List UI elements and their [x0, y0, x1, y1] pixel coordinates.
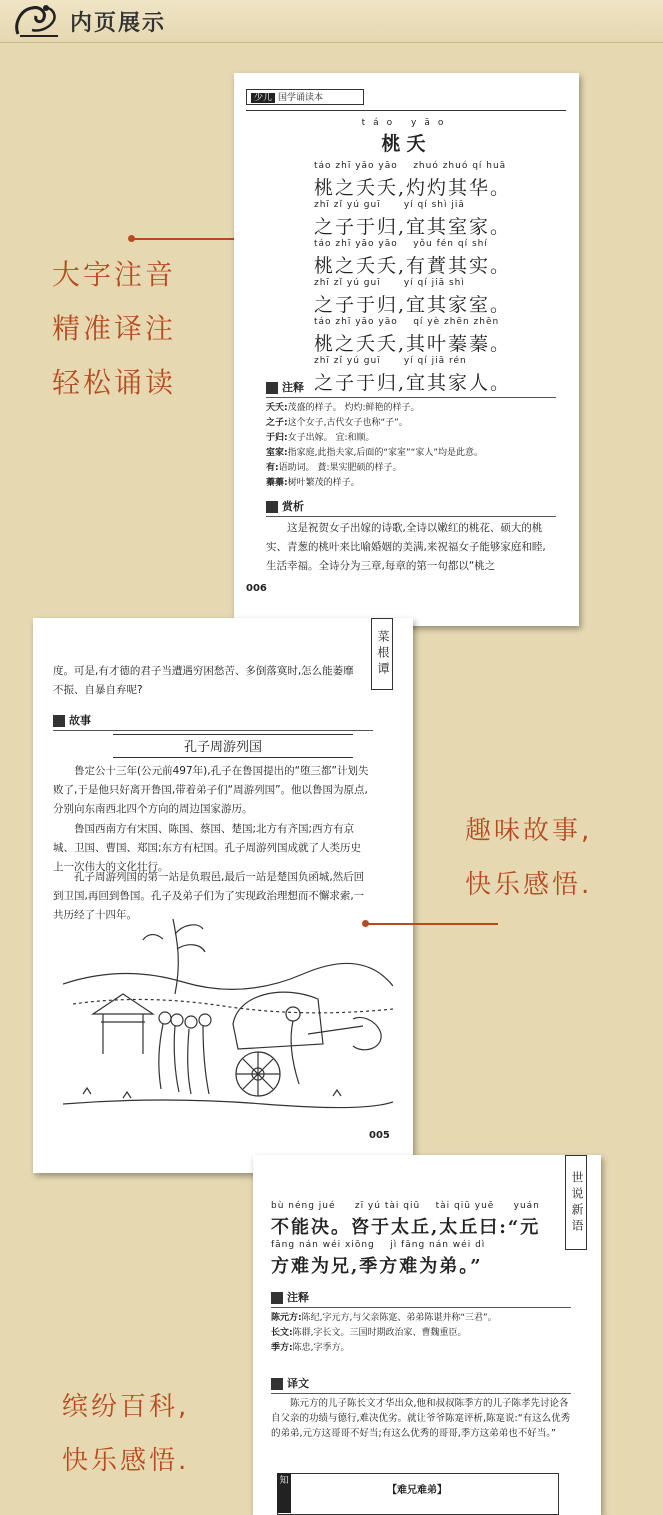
note-term: 室家:	[266, 448, 288, 458]
note-def: 语助词。 蕡:果实肥硕的样子。	[278, 463, 402, 473]
note-item	[271, 1311, 576, 1326]
note-item	[266, 476, 566, 491]
poem-text: 桃之夭夭,其叶蓁蓁。	[314, 333, 512, 355]
poem-text: 桃之夭夭,灼灼其华。	[314, 177, 512, 199]
tagline-2-line-2: 快乐感悟.	[465, 870, 593, 900]
note-term: 陈元方:	[271, 1313, 302, 1323]
poem-pinyin: zhī zǐ yú guī yí qí shì jiā	[314, 200, 465, 210]
poem-line	[314, 239, 554, 276]
note-item	[266, 416, 566, 431]
page-number: 005	[369, 1130, 390, 1141]
book-page-2	[33, 618, 413, 1173]
book-tab: 世说新语	[565, 1155, 587, 1250]
story-rule	[53, 730, 373, 731]
header-bar	[0, 0, 663, 43]
appreciation-icon	[266, 501, 278, 513]
translation-heading-label: 译文	[287, 1377, 309, 1390]
text-hanzi: 不能决。咨于太丘,太丘曰:“元	[271, 1217, 541, 1238]
series-logo-prefix: 少儿	[251, 93, 275, 103]
knowledge-box-title: 【难兄难弟】	[387, 1485, 447, 1496]
note-item	[266, 446, 566, 461]
story-title: 孔子周游列国	[183, 740, 262, 755]
note-def: 树叶繁茂的样子。	[287, 478, 360, 488]
appreciation-rule	[266, 516, 556, 517]
note-term: 有:	[266, 463, 279, 473]
translation-rule	[271, 1393, 571, 1394]
note-term: 之子:	[266, 418, 288, 428]
poem-pinyin: táo zhī yāo yāo qí yè zhēn zhēn	[314, 317, 500, 327]
notes-heading-label: 注释	[282, 381, 304, 394]
note-def: 陈忠,字季方。	[292, 1343, 350, 1353]
pinyin-text-block	[271, 1201, 571, 1277]
translation-heading	[271, 1375, 309, 1391]
note-def: 这个女子,古代女子也称“子”。	[287, 418, 408, 428]
note-item	[271, 1341, 576, 1356]
tagline-3-line-1: 缤纷百科,	[62, 1392, 190, 1422]
note-def: 指家庭,此指夫家,后面的“家室”“家人”均是此意。	[287, 448, 483, 458]
note-def: 茂盛的样子。 灼灼:鲜艳的样子。	[287, 403, 420, 413]
note-item	[271, 1326, 576, 1341]
poem-pinyin: zhī zǐ yú guī yí qí jiā rén	[314, 356, 467, 366]
poem-title-pinyin: táo yāo	[361, 118, 452, 128]
page-number: 006	[246, 583, 267, 594]
note-item	[266, 461, 566, 476]
tagline-group-1	[52, 248, 176, 410]
notes-heading	[271, 1289, 309, 1305]
knowledge-side-label: 知	[277, 1473, 291, 1513]
poem-pinyin: zhī zǐ yú guī yí qí jiā shì	[314, 278, 465, 288]
poem-line	[314, 356, 554, 393]
poem-line	[314, 317, 554, 354]
poem	[314, 161, 554, 395]
confucius-travel-illustration	[63, 914, 393, 1114]
book-tab: 菜根谭	[371, 618, 393, 690]
note-term: 蓁蓁:	[266, 478, 288, 488]
note-def: 女子出嫁。 宜:和顺。	[287, 433, 375, 443]
translation-text: 陈元方的儿子陈长文才华出众,他和叔叔陈季方的儿子陈孝先讨论各自父亲的功绩与德行,难决优劣。就让爷爷陈寔评析,陈寔说:“有这么优秀的弟弟,元方这哥哥不好当;有这么优秀的哥哥,季方这弟弟也不好当。”	[271, 1398, 571, 1439]
notes-list	[266, 401, 566, 491]
text-hanzi: 方难为兄,季方难为弟。”	[271, 1256, 483, 1277]
poem-pinyin: táo zhī yāo yāo yǒu fén qí shí	[314, 239, 488, 249]
note-term: 季方:	[271, 1343, 293, 1353]
phoenix-logo-icon	[10, 0, 64, 40]
appreciation-heading-label: 赏析	[282, 500, 304, 513]
notes-icon	[266, 382, 278, 394]
notes-rule	[271, 1307, 571, 1308]
story-paragraph: 孔子周游列国的第一站是负瑕邑,最后一站是楚国负函城,然后回到卫国,再回到鲁国。孔子及弟子们为了实现政治理想而不懈求索,一共历经了十四年。	[53, 871, 365, 921]
tagline-1-line-1: 大字注音	[52, 258, 177, 291]
note-term: 长文:	[271, 1328, 293, 1338]
story-paragraph: 鲁国西南方有宋国、陈国、蔡国、楚国;北方有齐国;西方有京城、卫国、曹国、郑国;东方有杞国。孔子周游列国成就了人类历史上一次伟大的文化壮行。	[53, 823, 362, 873]
tagline-group-3	[62, 1380, 189, 1488]
series-logo	[246, 89, 364, 105]
intro-text: 度。可是,有才德的君子当遭遇穷困愁苦、多倒落寞时,怎么能萎靡不振、自暴自弃呢?	[53, 665, 354, 696]
note-def: 陈纪,字元方,与父亲陈寔、弟弟陈谌并称“三君”。	[301, 1313, 497, 1323]
note-term: 夭夭:	[266, 403, 288, 413]
tagline-1-line-2: 精准译注	[52, 312, 177, 345]
story-icon	[53, 715, 65, 727]
poem-text: 之子于归,宜其家室。	[314, 294, 512, 316]
notes-rule	[266, 397, 556, 398]
connector-dot-1	[128, 235, 135, 242]
note-def: 陈群,字长文。三国时期政治家、曹魏重臣。	[292, 1328, 467, 1338]
notes-heading-label: 注释	[287, 1291, 309, 1304]
series-logo-text: 国学诵读本	[278, 93, 324, 103]
story-heading-label: 故事	[69, 714, 91, 727]
header-title: 内页展示	[70, 11, 167, 36]
poem-title: 桃夭	[381, 133, 432, 155]
story-heading	[53, 712, 91, 728]
notes-icon	[271, 1292, 283, 1304]
connector-line-2	[366, 923, 498, 925]
note-item	[266, 401, 566, 416]
tagline-1-line-3: 轻松诵读	[52, 366, 177, 399]
book-page-1	[234, 73, 579, 626]
note-term: 于归:	[266, 433, 288, 443]
tagline-3-line-2: 快乐感悟.	[62, 1446, 190, 1476]
note-item	[266, 431, 566, 446]
poem-line	[314, 200, 554, 237]
poem-text: 桃之夭夭,有蕡其实。	[314, 255, 512, 277]
text-pinyin: fāng nán wéi xiōng jì fāng nán wéi dì	[271, 1240, 486, 1250]
appreciation-text: 这是祝贺女子出嫁的诗歌,全诗以嫩红的桃花、硕大的桃实、青葱的桃叶来比喻婚姻的美满,来祝福女子能够家庭和睦,生活幸福。全诗分为三章,每章的第一句都以“桃之	[266, 522, 546, 572]
book-page-3	[253, 1155, 601, 1515]
text-pinyin: bù néng jué zī yú tài qiū tài qiū yuē yuán	[271, 1201, 540, 1211]
notes-list	[271, 1311, 576, 1356]
poem-text: 之子于归,宜其室家。	[314, 216, 512, 238]
poem-pinyin: táo zhī yāo yāo zhuó zhuó qí huā	[314, 161, 507, 171]
appreciation-heading	[266, 498, 304, 514]
notes-heading	[266, 379, 304, 395]
tagline-group-2	[465, 804, 592, 912]
poem-line	[314, 161, 554, 198]
translation-icon	[271, 1378, 283, 1390]
poem-text: 之子于归,宜其家人。	[314, 372, 512, 394]
story-paragraph: 鲁定公十三年(公元前497年),孔子在鲁国提出的“堕三都”计划失败了,于是他只好离开鲁国,带着弟子们“周游列国”。他以鲁国为原点,分别向东南西北四个方向的周边国家游历。	[53, 765, 369, 815]
poem-line	[314, 278, 554, 315]
tagline-2-line-1: 趣味故事,	[465, 816, 593, 846]
series-rule	[246, 110, 566, 111]
